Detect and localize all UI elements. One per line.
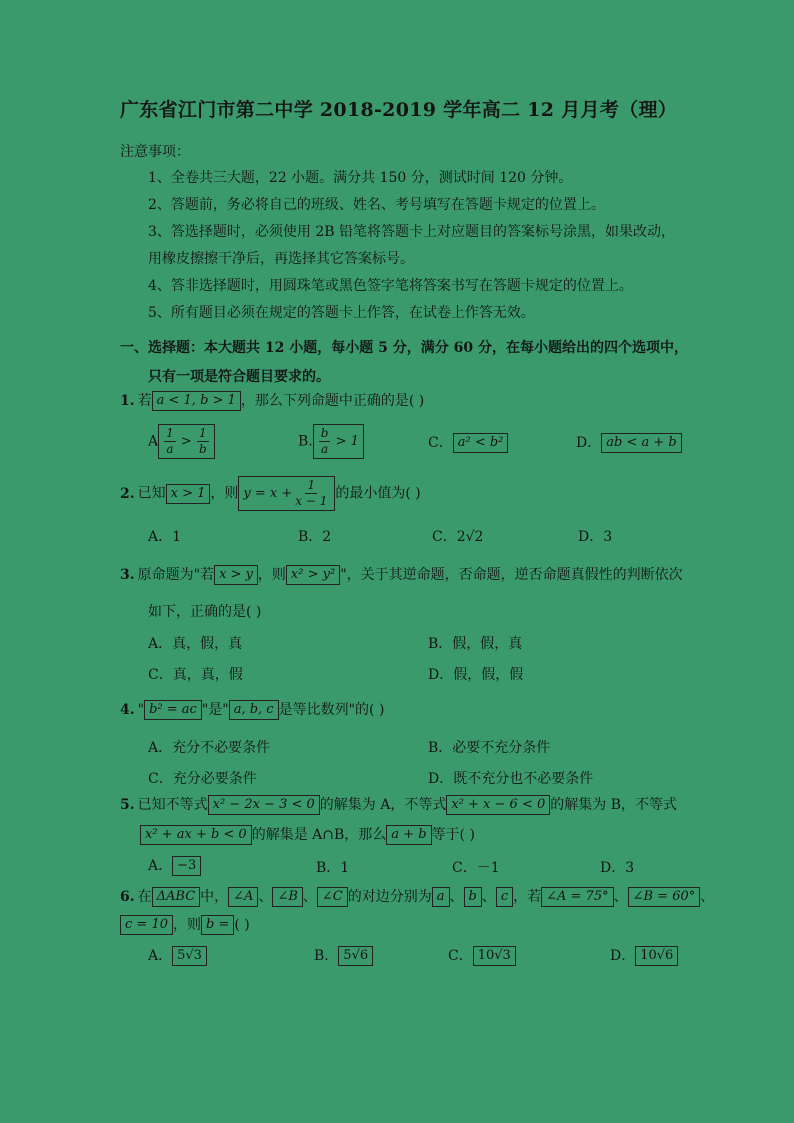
question-text: ，那么下列命题中正确的是( ) [240,393,425,409]
math-expr: ∠A = 75° [541,887,613,907]
math-expr: a [432,887,450,907]
math-expr: x² > y² [286,565,340,585]
question-number: 5. [120,797,135,813]
math-expr: x > 1 [166,484,211,504]
question-3-cont: 如下，正确的是( ) [148,604,262,620]
question-1 [120,390,424,411]
option-b: B．1 [316,860,350,876]
math-expr: ΔABC [152,887,201,907]
math-expr: −3 [172,856,201,876]
option-b: B．假，假，真 [428,636,523,652]
math-expr: b [464,887,482,907]
note-item: 4、答非选择题时，用圆珠笔或黑色签字笔将答案书写在答题卡规定的位置上。 [148,278,633,294]
question-text: ，则 [257,567,286,583]
question-number: 1. [120,393,135,409]
question-5 [120,794,677,815]
question-text: 原命题为"若 [137,567,215,583]
option-label: C． [448,948,473,964]
option-label: B. [298,433,313,450]
math-expr: y = x + $\frac{1}{x - 1}$ [238,476,335,511]
option-d: D．3 [600,860,635,876]
note-item: 3、答选择题时，必须使用 2B 铅笔将答题卡上对应题目的答案标号涂黑，如果改动， [148,224,676,240]
option-label: D． [576,435,602,451]
question-text: " [137,702,145,718]
option-b: B．2 [298,529,332,545]
option-a [148,945,207,966]
math-expr: c [496,887,513,907]
notes-heading: 注意事项： [120,144,190,160]
question-number: 4. [120,702,135,718]
option-d: D．既不充分也不必要条件 [428,771,594,787]
math-expr: $\frac{1}{a}$ > $\frac{1}{b}$ [158,424,215,459]
question-text: 若 [137,393,152,409]
math-expr: x² + x − 6 < 0 [446,795,550,815]
option-d [576,432,682,453]
section-heading: 一、选择题：本大题共 12 小题，每小题 5 分，满分 60 分，在每小题给出的四个选项中， [120,340,688,356]
question-text: ，若 [513,889,542,905]
note-item: 5、所有题目必须在规定的答题卡上作答，在试卷上作答无效。 [148,305,535,321]
note-item: 1、全卷共三大题，22 小题。满分共 150 分，测试时间 120 分钟。 [148,170,573,186]
question-6: 6. 在 ΔABC 中， ∠A 、 ∠B 、 ∠C 的对边分别为 a 、 b 、 c ，若 ∠A = 75° 、 ∠B = 60° 、 [120,889,715,905]
option-label: B． [314,948,339,964]
question-2 [120,476,421,511]
math-expr: ab < a + b [601,433,681,453]
option-b [298,424,364,459]
option-c [448,945,516,966]
option-b: B．必要不充分条件 [428,740,551,756]
option-c [428,432,508,453]
option-c: C．充分必要条件 [148,771,257,787]
math-expr: 10√3 [473,946,516,966]
question-text: 的解集为 A，不等式 [319,797,447,813]
math-expr: x² + ax + b < 0 [140,825,252,845]
math-expr: b = [201,915,234,935]
note-item: 用橡皮擦擦干净后，再选择其它答案标号。 [148,251,414,267]
section-heading-cont: 只有一项是符合题目要求的。 [148,369,330,385]
exam-title: 广东省江门市第二中学 2018-2019 学年高二 12 月月考（理） [120,99,678,121]
note-item: 2、答题前，务必将自己的班级、姓名、考号填写在答题卡规定的位置上。 [148,197,605,213]
math-expr: a + b [386,825,431,845]
question-text: "，关于其逆命题，否命题，逆否命题真假性的判断依次 [340,567,683,583]
math-expr: x > y [214,565,258,585]
math-expr: $\frac{b}{a}$ > 1 [313,424,364,459]
math-expr: a² < b² [453,433,509,453]
question-text: ，则 [210,485,239,502]
math-expr: ∠A [228,887,258,907]
option-label: A． [148,948,173,964]
option-c: C．－1 [452,860,500,876]
question-text: 是等比数列"的( ) [278,702,385,718]
option-label: A [148,433,159,450]
math-expr: a, b, c [229,700,279,720]
math-expr: x² − 2x − 3 < 0 [208,795,320,815]
math-expr: ∠C [317,887,348,907]
question-number: 2. [120,485,135,502]
option-a [148,855,201,876]
math-expr: c = 10 [120,915,173,935]
option-c: C．2√2 [432,529,484,545]
option-a: A．1 [148,529,182,545]
math-expr: 5√3 [172,946,207,966]
math-expr: ∠B [272,887,302,907]
option-c: C．真，真，假 [148,667,243,683]
question-text: 中， [200,889,229,905]
option-d: D．假，假，假 [428,667,524,683]
question-text: 的最小值为( ) [335,485,421,502]
question-text: 的解集是 A∩B，那么 [251,827,387,843]
question-text: ( ) [234,917,250,933]
math-expr: a < 1, b > 1 [152,391,241,411]
option-a [148,424,215,459]
question-text: 的解集为 B，不等式 [550,797,677,813]
question-number: 6. [120,889,135,905]
question-6-cont [120,914,250,935]
math-expr: 5√6 [338,946,373,966]
question-text: 等于( ) [431,827,475,843]
option-d [610,945,678,966]
math-expr: 10√6 [635,946,678,966]
question-text: ，则 [172,917,201,933]
option-b [314,945,373,966]
math-expr: b² = ac [144,700,202,720]
question-5-cont [140,824,475,845]
option-d: D．3 [578,529,613,545]
question-text: "是" [201,702,229,718]
option-a: A．充分不必要条件 [148,740,271,756]
question-text: 的对边分别为 [347,889,432,905]
question-4 [120,699,384,720]
option-a: A．真，假，真 [148,636,243,652]
question-text: 已知 [137,485,166,502]
question-3 [120,564,683,585]
option-label: C． [428,435,453,451]
question-number: 3. [120,567,135,583]
question-text: 已知不等式 [137,797,208,813]
math-expr: ∠B = 60° [628,887,701,907]
option-label: A． [148,858,173,874]
option-label: D． [610,948,636,964]
question-text: 在 [137,889,152,905]
